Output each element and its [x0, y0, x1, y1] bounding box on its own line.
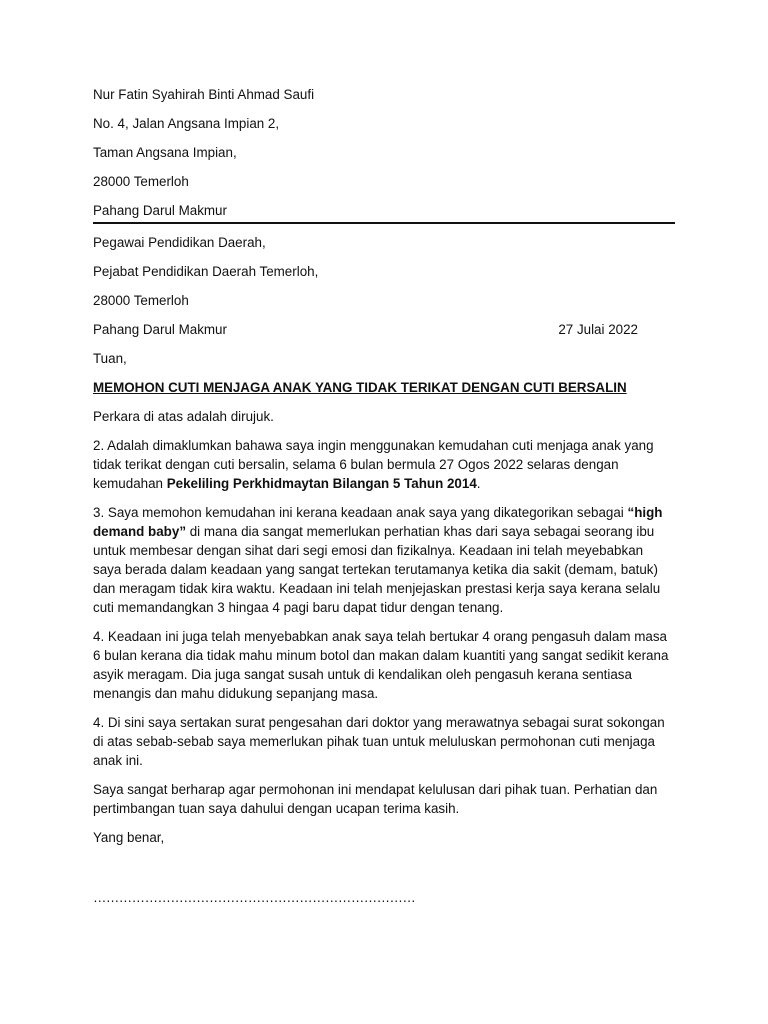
paragraph-4: 4. Keadaan ini juga telah menyebabkan anak saya telah bertukar 4 orang pengasuh dalam masa 6 bulan kerana dia tidak mahu minum botol dan makan dalam kuantiti yang sangat sedikit kerana asyik meragam. Dia juga sangat susah untuk di kendalikan oleh pengasuh kerana sentiasa menangis dan mahu didukung sepanjang masa.: [93, 629, 669, 701]
letter-date: 27 Julai 2022: [558, 322, 638, 337]
recipient-address-block: [93, 233, 675, 339]
recipient-postcode-city: 28000 Temerloh: [93, 293, 189, 308]
paragraph-3-text-start: 3. Saya memohon kemudahan ini kerana keadaan anak saya yang dikategorikan sebagai: [93, 505, 628, 520]
sender-address-line-2: Taman Angsana Impian,: [93, 145, 237, 160]
recipient-title: Pegawai Pendidikan Daerah,: [93, 235, 266, 250]
paragraph-5: 4. Di sini saya sertakan surat pengesahan dari doktor yang merawatnya sebagai surat sokongan di atas sebab-sebab saya memerlukan pihak tuan untuk meluluskan permohonan cuti menjaga anak ini.: [93, 715, 665, 768]
signature-line: …………………………………………………………………: [93, 890, 416, 905]
recipient-state-date-row: [93, 320, 675, 339]
intro-paragraph: Perkara di atas adalah dirujuk.: [93, 409, 274, 424]
closing-remark: Yang benar,: [93, 830, 165, 845]
paragraph-3-emphasis: “high demand baby”: [93, 505, 663, 539]
sender-address-line-1: No. 4, Jalan Angsana Impian 2,: [93, 116, 280, 131]
paragraph-2: [93, 436, 675, 493]
paragraph-3-text-end: di mana dia sangat memerlukan perhatian khas dari saya sebagai seorang ibu untuk membesar dengan sihat dari segi emosi dan fizikalnya. Keadaan ini telah meyebabkan saya berada dalam keadaan yang sangat tertekan terutamanya ketika dia sakit (demam, batuk) dan meragam tidak kira waktu. Keadaan ini telah menjejaskan prestasi kerja saya kerana selalu cuti memandangkan 3 hingaa 4 pagi baru dapat tidur dengan tenang.: [93, 524, 661, 615]
recipient-office: Pejabat Pendidikan Daerah Temerloh,: [93, 264, 319, 279]
sender-state: Pahang Darul Makmur: [93, 203, 227, 218]
header-divider: [93, 222, 675, 224]
sender-address-block: [93, 85, 675, 220]
paragraph-2-text: 2. Adalah dimaklumkan bahawa saya ingin menggunakan kemudahan cuti menjaga anak yang tidak terikat dengan cuti bersalin, selama 6 bulan bermula 27 Ogos 2022 selaras dengan kemudahan: [93, 438, 654, 491]
salutation: Tuan,: [93, 351, 127, 366]
sender-postcode-city: 28000 Temerloh: [93, 174, 189, 189]
recipient-state: Pahang Darul Makmur: [93, 322, 227, 337]
paragraph-6: Saya sangat berharap agar permohonan ini mendapat kelulusan dari pihak tuan. Perhatian dan pertimbangan tuan saya dahului dengan ucapan terima kasih.: [93, 782, 658, 816]
letter-body: [93, 85, 675, 907]
paragraph-3: [93, 503, 675, 617]
subject-heading: MEMOHON CUTI MENJAGA ANAK YANG TIDAK TERIKAT DENGAN CUTI BERSALIN: [93, 380, 627, 395]
paragraph-2-circular-reference: Pekeliling Perkhidmaytan Bilangan 5 Tahun 2014: [166, 476, 477, 491]
paragraph-2-end: .: [476, 476, 481, 491]
sender-name: Nur Fatin Syahirah Binti Ahmad Saufi: [93, 87, 315, 102]
